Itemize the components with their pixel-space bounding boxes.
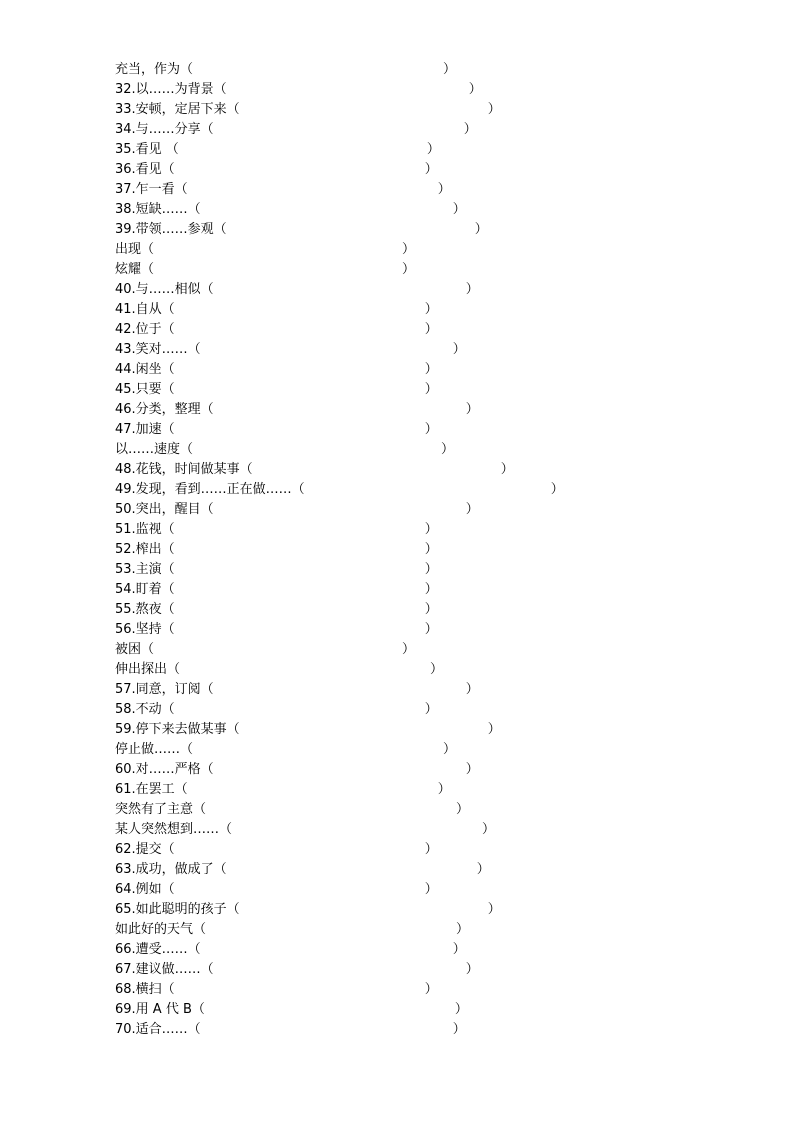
close-paren: ）: [465, 402, 479, 417]
close-paren: ）: [424, 842, 438, 857]
list-item: [115, 840, 564, 860]
item-label: 52.榨出（: [115, 542, 175, 557]
close-paren: ）: [474, 222, 488, 237]
item-label: 32.以……为背景（: [115, 82, 227, 97]
item-label: 突然有了主意（: [115, 802, 207, 817]
list-item: [115, 80, 564, 100]
list-item: [115, 800, 564, 820]
item-label: 36.看见（: [115, 162, 175, 177]
list-item: [115, 940, 564, 960]
item-label: 49.发现，看到……正在做……（: [115, 482, 305, 497]
list-item: [115, 560, 564, 580]
close-paren: ）: [465, 962, 479, 977]
item-label: 40.与……相似（: [115, 282, 214, 297]
item-label: 某人突然想到……（: [115, 822, 233, 837]
close-paren: ）: [424, 602, 438, 617]
item-label: 58.不动（: [115, 702, 175, 717]
close-paren: ）: [426, 142, 440, 157]
close-paren: ）: [424, 562, 438, 577]
close-paren: ）: [465, 502, 479, 517]
close-paren: ）: [424, 882, 438, 897]
list-item: [115, 100, 564, 120]
list-item: [115, 760, 564, 780]
close-paren: ）: [402, 242, 416, 257]
item-label: 33.安顿，定居下来（: [115, 102, 240, 117]
item-label: 47.加速（: [115, 422, 175, 437]
item-label: 38.短缺……（: [115, 202, 201, 217]
list-item: [115, 620, 564, 640]
item-label: 57.同意，订阅（: [115, 682, 214, 697]
close-paren: ）: [476, 862, 490, 877]
list-item: [115, 460, 564, 480]
list-item: [115, 360, 564, 380]
list-item: [115, 240, 564, 260]
close-paren: ）: [437, 182, 451, 197]
list-item: [115, 500, 564, 520]
item-label: 63.成功，做成了（: [115, 862, 227, 877]
list-item: [115, 1020, 564, 1040]
list-item: [115, 260, 564, 280]
close-paren: ）: [454, 1002, 468, 1017]
list-item: [115, 980, 564, 1000]
close-paren: ）: [437, 782, 451, 797]
list-item: [115, 400, 564, 420]
item-label: 44.闲坐（: [115, 362, 175, 377]
close-paren: ）: [452, 942, 466, 957]
close-paren: ）: [424, 542, 438, 557]
close-paren: ）: [424, 162, 438, 177]
close-paren: ）: [487, 102, 501, 117]
item-label: 以……速度（: [115, 442, 194, 457]
close-paren: ）: [424, 302, 438, 317]
close-paren: ）: [456, 922, 470, 937]
list-item: [115, 200, 564, 220]
list-item: [115, 60, 564, 80]
item-label: 67.建议做……（: [115, 962, 214, 977]
item-label: 42.位于（: [115, 322, 175, 337]
list-item: [115, 680, 564, 700]
item-label: 59.停下来去做某事（: [115, 722, 240, 737]
item-label: 43.笑对……（: [115, 342, 201, 357]
close-paren: ）: [487, 722, 501, 737]
close-paren: ）: [465, 682, 479, 697]
close-paren: ）: [402, 262, 416, 277]
item-label: 50.突出，醒目（: [115, 502, 214, 517]
close-paren: ）: [487, 902, 501, 917]
list-item: [115, 660, 564, 680]
close-paren: ）: [424, 382, 438, 397]
item-label: 炫耀（: [115, 262, 155, 277]
item-label: 62.提交（: [115, 842, 175, 857]
close-paren: ）: [465, 762, 479, 777]
item-label: 56.坚持（: [115, 622, 175, 637]
close-paren: ）: [424, 622, 438, 637]
item-label: 被困（: [115, 642, 155, 657]
item-label: 37.乍一看（: [115, 182, 188, 197]
close-paren: ）: [424, 522, 438, 537]
close-paren: ）: [424, 982, 438, 997]
list-item: [115, 580, 564, 600]
list-item: [115, 600, 564, 620]
list-item: [115, 480, 564, 500]
list-item: [115, 380, 564, 400]
list-item: [115, 780, 564, 800]
close-paren: ）: [441, 442, 455, 457]
list-item: [115, 640, 564, 660]
item-label: 66.遭受……（: [115, 942, 201, 957]
vocabulary-list: [115, 60, 564, 1040]
item-label: 65.如此聪明的孩子（: [115, 902, 240, 917]
item-label: 55.熬夜（: [115, 602, 175, 617]
item-label: 39.带领……参观（: [115, 222, 227, 237]
item-label: 48.花钱，时间做某事（: [115, 462, 253, 477]
item-label: 停止做……（: [115, 742, 194, 757]
list-item: [115, 900, 564, 920]
close-paren: ）: [443, 742, 457, 757]
list-item: [115, 880, 564, 900]
item-label: 34.与……分享（: [115, 122, 214, 137]
list-item: [115, 340, 564, 360]
list-item: [115, 220, 564, 240]
item-label: 60.对……严格（: [115, 762, 214, 777]
list-item: [115, 180, 564, 200]
item-label: 45.只要（: [115, 382, 175, 397]
list-item: [115, 820, 564, 840]
close-paren: ）: [456, 802, 470, 817]
close-paren: ）: [500, 462, 514, 477]
item-label: 70.适合……（: [115, 1022, 201, 1037]
list-item: [115, 520, 564, 540]
list-item: [115, 860, 564, 880]
list-item: [115, 420, 564, 440]
item-label: 51.监视（: [115, 522, 175, 537]
close-paren: ）: [463, 122, 477, 137]
list-item: [115, 300, 564, 320]
close-paren: ）: [424, 362, 438, 377]
list-item: [115, 320, 564, 340]
list-item: [115, 1000, 564, 1020]
list-item: [115, 700, 564, 720]
list-item: [115, 720, 564, 740]
list-item: [115, 280, 564, 300]
close-paren: ）: [402, 642, 416, 657]
item-label: 64.例如（: [115, 882, 175, 897]
close-paren: ）: [468, 82, 482, 97]
list-item: [115, 140, 564, 160]
item-label: 68.横扫（: [115, 982, 175, 997]
item-label: 41.自从（: [115, 302, 175, 317]
item-label: 53.主演（: [115, 562, 175, 577]
item-label: 35.看见 （: [115, 142, 179, 157]
item-label: 伸出探出（: [115, 662, 181, 677]
close-paren: ）: [452, 202, 466, 217]
close-paren: ）: [430, 662, 444, 677]
close-paren: ）: [424, 322, 438, 337]
list-item: [115, 920, 564, 940]
close-paren: ）: [452, 1022, 466, 1037]
list-item: [115, 960, 564, 980]
item-label: 54.盯着（: [115, 582, 175, 597]
item-label: 如此好的天气（: [115, 922, 207, 937]
close-paren: ）: [482, 822, 496, 837]
close-paren: ）: [452, 342, 466, 357]
close-paren: ）: [550, 482, 564, 497]
close-paren: ）: [424, 702, 438, 717]
item-label: 出现（: [115, 242, 155, 257]
list-item: [115, 540, 564, 560]
close-paren: ）: [443, 62, 457, 77]
list-item: [115, 740, 564, 760]
list-item: [115, 120, 564, 140]
item-label: 46.分类，整理（: [115, 402, 214, 417]
list-item: [115, 440, 564, 460]
item-label: 69.用 A 代 B（: [115, 1002, 205, 1017]
item-label: 充当，作为（: [115, 62, 194, 77]
item-label: 61.在罢工（: [115, 782, 188, 797]
list-item: [115, 160, 564, 180]
close-paren: ）: [465, 282, 479, 297]
close-paren: ）: [424, 582, 438, 597]
close-paren: ）: [424, 422, 438, 437]
